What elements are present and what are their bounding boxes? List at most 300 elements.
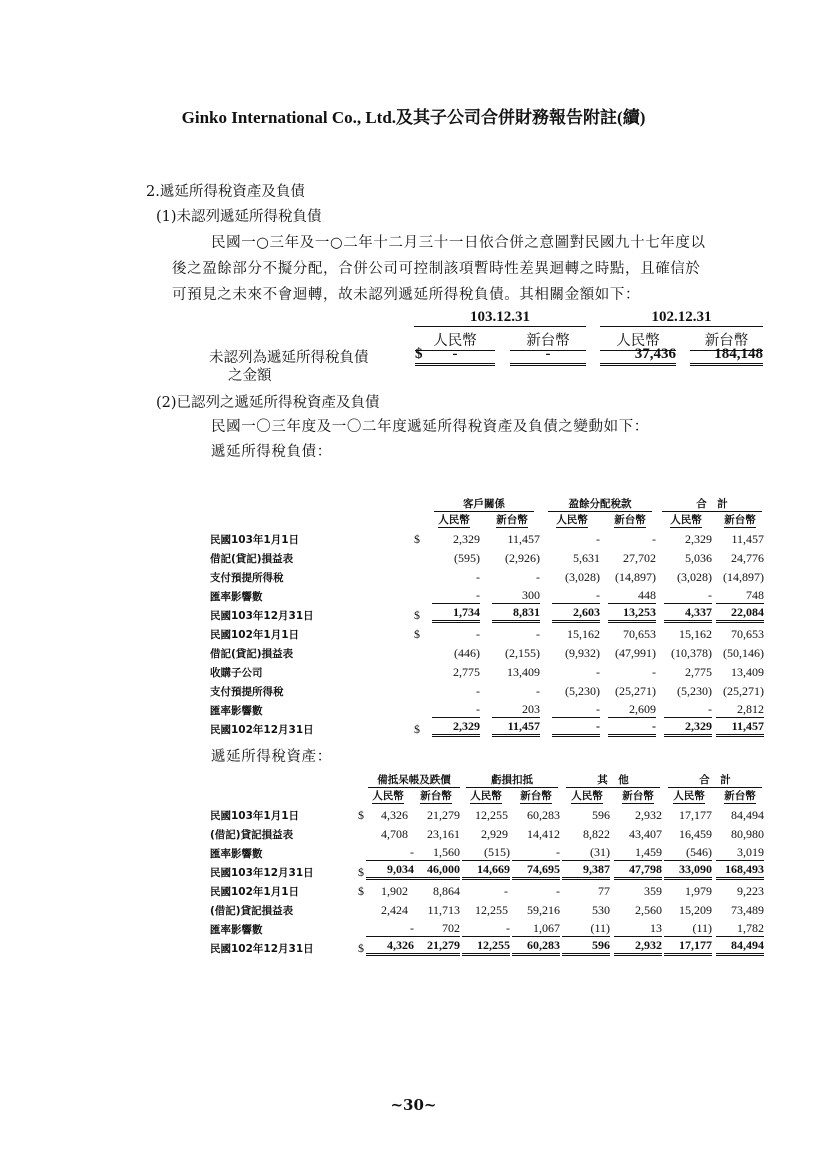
amount-cell	[664, 861, 714, 880]
table-row	[210, 623, 766, 642]
amount-value: 1,734	[432, 605, 480, 623]
table-row	[210, 899, 766, 918]
page-title: Ginko International Co., Ltd.及其子公司合併財務報告附註(續)	[181, 108, 646, 127]
amount-value: 13,409	[731, 665, 764, 679]
table-row	[210, 642, 766, 661]
amount-cell	[542, 661, 602, 680]
amount-cell	[664, 842, 714, 861]
amount-value: 16,459	[679, 827, 712, 841]
row-label: 民國102年1月1日	[210, 886, 300, 898]
amount-cell	[562, 937, 612, 956]
amount-cell	[366, 861, 414, 880]
amount-cell	[482, 699, 542, 718]
amount-value: 80,980	[731, 827, 764, 841]
table-row	[210, 566, 766, 585]
row-label: 民國102年12月31日	[210, 724, 314, 736]
amount-cell	[410, 937, 462, 956]
amount-value: 13,253	[608, 605, 656, 623]
amount-cell	[562, 842, 612, 861]
amount-cell	[714, 680, 766, 699]
amount-cell	[366, 823, 410, 842]
column-header: 人民幣	[372, 790, 404, 802]
amount-cell	[612, 918, 664, 937]
amount-value: 43,407	[629, 827, 662, 841]
row-label: 支付預提所得稅	[210, 572, 284, 584]
amount-cell	[542, 604, 602, 623]
amount-value: (11)	[664, 921, 712, 937]
amount-cell	[658, 680, 714, 699]
amount-cell	[714, 718, 766, 737]
amount-cell	[602, 680, 658, 699]
amount-cell	[714, 880, 766, 899]
dollar-sign: $	[414, 532, 420, 546]
group-header: 其 他	[566, 772, 660, 788]
amount-value: 448	[608, 588, 656, 604]
amount-value: (14,897)	[723, 570, 764, 584]
amount-cell	[366, 880, 410, 899]
amount-cell	[562, 918, 612, 937]
amount-cell	[462, 899, 510, 918]
amount-value: 24,776	[731, 551, 764, 565]
amount-cell	[410, 899, 462, 918]
amount-cell	[664, 937, 714, 956]
amount-value: (47,991)	[615, 646, 656, 660]
column-header: 人民幣	[470, 790, 502, 802]
date-header: 103.12.31	[414, 309, 586, 327]
amount-cell	[562, 861, 612, 880]
page-number: ~30~	[390, 1096, 437, 1114]
amount-cell	[714, 842, 766, 861]
amount-value: 5,036	[685, 551, 712, 565]
amount-cell	[510, 880, 562, 899]
row-label: 匯率影響數	[210, 848, 263, 860]
column-header: 人民幣	[556, 514, 588, 526]
amount-cell	[366, 937, 414, 956]
amount-cell	[658, 623, 714, 642]
amount-cell	[714, 661, 766, 680]
amount-cell	[562, 804, 612, 823]
amount-cell	[426, 718, 482, 737]
amount-cell	[658, 547, 714, 566]
column-header: 新台幣	[520, 790, 552, 802]
amount-cell	[542, 566, 602, 585]
amount-value: 1,902	[381, 884, 408, 898]
table-row	[210, 937, 766, 956]
amount-cell	[482, 528, 542, 547]
amount-value: -	[366, 845, 414, 861]
amount-cell: -	[415, 346, 495, 366]
amount-value: 203	[492, 702, 540, 718]
amount-cell	[602, 718, 658, 737]
section-heading: 2.遞延所得稅資產及負債	[146, 184, 305, 200]
amount-cell	[426, 604, 482, 623]
amount-cell: 37,436	[600, 346, 676, 366]
amount-cell	[426, 528, 482, 547]
amount-cell	[482, 642, 542, 661]
amount-cell	[482, 604, 542, 623]
amount-value: -	[552, 702, 600, 718]
amount-value: 2,932	[635, 808, 662, 822]
amount-cell	[562, 880, 612, 899]
amount-cell	[510, 861, 562, 880]
paragraph-line: 民國一○三年及一○二年十二月三十一日依合併之意圖對民國九十七年度以	[211, 235, 706, 251]
asset-table	[210, 772, 766, 956]
amount-cell	[714, 823, 766, 842]
amount-cell	[714, 937, 766, 956]
amount-value: -	[504, 884, 508, 898]
amount-value: -	[432, 588, 480, 604]
dollar-sign: $	[358, 941, 364, 955]
amount-value: (446)	[454, 646, 480, 660]
dollar-sign	[412, 547, 426, 566]
amount-cell	[602, 699, 658, 718]
amount-cell	[426, 566, 482, 585]
amount-value: -	[512, 845, 560, 861]
amount-value: -	[552, 588, 600, 604]
row-label: 民國103年12月31日	[210, 610, 314, 622]
amount-cell	[612, 842, 664, 861]
amount-value: 4,326	[366, 938, 414, 956]
column-header: 新台幣	[614, 514, 646, 526]
amount-value: 702	[412, 921, 460, 937]
amount-cell	[510, 823, 562, 842]
table-row	[210, 547, 766, 566]
amount-cell	[542, 585, 602, 604]
amount-value: 9,387	[562, 862, 610, 880]
amount-cell	[366, 918, 414, 937]
amount-value: 47,798	[614, 862, 662, 880]
amount-value: (595)	[454, 551, 480, 565]
amount-cell	[462, 804, 510, 823]
row-label: 民國102年1月1日	[210, 629, 300, 641]
amount-cell	[602, 604, 658, 623]
amount-value: 2,775	[685, 665, 712, 679]
amount-cell	[714, 699, 766, 718]
amount-cell	[714, 899, 766, 918]
amount-value: 11,457	[731, 532, 764, 546]
amount-value: 4,337	[664, 605, 712, 623]
amount-value: 2,329	[453, 532, 480, 546]
amount-value: -	[476, 627, 480, 641]
amount-value: 11,713	[427, 903, 460, 917]
amount-value: 15,209	[679, 903, 712, 917]
amount-cell	[542, 528, 602, 547]
amount-cell	[426, 680, 482, 699]
amount-cell	[542, 642, 602, 661]
row-label: (借記)貸記損益表	[210, 829, 294, 841]
amount-cell	[410, 861, 462, 880]
amount-value: 17,177	[664, 938, 712, 956]
amount-value: (515)	[462, 845, 510, 861]
amount-cell	[462, 918, 510, 937]
column-header: 人民幣	[571, 790, 603, 802]
amount-cell: 184,148	[690, 346, 763, 366]
row-label: 民國103年1月1日	[210, 810, 300, 822]
amount-value: 359	[644, 884, 662, 898]
row-label: 之金額	[228, 368, 272, 384]
row-label: 支付預提所得稅	[210, 686, 284, 698]
dollar-sign: $	[414, 722, 420, 736]
table-row	[210, 918, 766, 937]
dollar-sign: $	[414, 608, 420, 622]
amount-value: -	[462, 921, 510, 937]
amount-value: 300	[492, 588, 540, 604]
amount-cell	[426, 661, 482, 680]
amount-value: -	[536, 570, 540, 584]
amount-cell	[482, 566, 542, 585]
amount-value: 84,494	[716, 938, 764, 956]
amount-cell	[410, 880, 462, 899]
row-label: 借記(貸記)損益表	[210, 648, 294, 660]
table-heading: 遞延所得稅負債：	[211, 444, 332, 460]
amount-value: (5,230)	[677, 684, 712, 698]
column-header: 人民幣	[670, 514, 702, 526]
amount-value: 13	[614, 921, 662, 937]
dollar-sign: $	[415, 346, 423, 362]
liability-table	[210, 496, 766, 737]
table-row	[210, 880, 766, 899]
amount-cell	[612, 937, 664, 956]
amount-cell	[542, 623, 602, 642]
table-row	[210, 699, 766, 718]
amount-value: 13,409	[507, 665, 540, 679]
dollar-sign: $	[358, 865, 364, 879]
amount-value: (3,028)	[677, 570, 712, 584]
group-header: 盈餘分配稅款	[548, 496, 652, 512]
amount-value: 2,329	[685, 532, 712, 546]
table-row	[210, 585, 766, 604]
group-header: 客戶關係	[434, 496, 534, 512]
amount-cell	[462, 861, 510, 880]
amount-value: (3,028)	[565, 570, 600, 584]
column-header: 新台幣	[496, 514, 528, 526]
amount-cell	[714, 642, 766, 661]
amount-value: (14,897)	[615, 570, 656, 584]
amount-cell	[510, 804, 562, 823]
table-row	[210, 604, 766, 623]
amount-value: -	[556, 884, 560, 898]
amount-cell	[602, 566, 658, 585]
dollar-sign	[412, 699, 426, 718]
amount-value: (546)	[664, 845, 712, 861]
amount-cell	[482, 547, 542, 566]
amount-cell	[510, 918, 562, 937]
amount-value: 77	[598, 884, 610, 898]
amount-cell	[612, 880, 664, 899]
dollar-sign	[356, 842, 366, 861]
column-header: 人民幣	[415, 329, 495, 351]
amount-value: 8,831	[492, 605, 540, 623]
amount-cell	[664, 918, 714, 937]
column-header: 新台幣	[622, 790, 654, 802]
amount-cell	[658, 566, 714, 585]
amount-value: 2,775	[453, 665, 480, 679]
amount-cell	[658, 528, 714, 547]
amount-cell	[602, 528, 658, 547]
amount-value: 9,034	[366, 862, 414, 880]
amount-cell	[462, 842, 510, 861]
column-header: 人民幣	[600, 329, 676, 351]
dollar-sign	[412, 680, 426, 699]
row-label: 民國103年1月1日	[210, 534, 300, 546]
dollar-sign	[356, 918, 366, 937]
amount-cell	[510, 937, 562, 956]
amount-value: 15,162	[567, 627, 600, 641]
amount-cell	[410, 918, 462, 937]
amount-value: -	[652, 665, 656, 679]
amount-cell	[714, 604, 766, 623]
amount-value: 748	[716, 588, 764, 604]
amount-cell	[562, 899, 612, 918]
row-label: 民國103年12月31日	[210, 867, 314, 879]
amount-value: -	[366, 921, 414, 937]
dollar-sign	[356, 823, 366, 842]
dollar-sign	[412, 661, 426, 680]
row-label: (借記)貸記損益表	[210, 905, 294, 917]
table-heading: 遞延所得稅資產：	[211, 749, 332, 765]
row-label: 民國102年12月31日	[210, 943, 314, 955]
table-row	[210, 718, 766, 737]
amount-value: 11,457	[492, 719, 540, 737]
column-header: 新台幣	[690, 329, 763, 351]
amount-cell	[426, 547, 482, 566]
amount-value: 2,560	[635, 903, 662, 917]
amount-cell	[410, 823, 462, 842]
amount-value: 596	[562, 938, 610, 956]
amount-value: 33,090	[664, 862, 712, 880]
amount-cell	[462, 823, 510, 842]
amount-cell	[714, 861, 766, 880]
amount-cell	[714, 804, 766, 823]
column-header: 新台幣	[724, 790, 756, 802]
dollar-sign: $	[358, 884, 364, 898]
amount-value: -	[596, 532, 600, 546]
amount-cell	[366, 842, 414, 861]
column-header: 新台幣	[724, 514, 756, 526]
amount-value: (25,271)	[615, 684, 656, 698]
amount-cell	[366, 804, 410, 823]
row-label: 匯率影響數	[210, 591, 263, 603]
amount-cell	[658, 699, 714, 718]
amount-value: 2,329	[664, 719, 712, 737]
amount-cell	[410, 804, 462, 823]
amount-value: -	[476, 684, 480, 698]
amount-cell	[714, 566, 766, 585]
amount-value: 2,609	[608, 702, 656, 718]
amount-value: (9,932)	[565, 646, 600, 660]
row-label: 未認列為遞延所得稅負債	[209, 350, 369, 366]
amount-cell	[482, 680, 542, 699]
amount-cell	[602, 585, 658, 604]
amount-cell	[658, 661, 714, 680]
group-header: 合 計	[662, 496, 762, 512]
group-header: 備抵呆帳及跌價	[368, 772, 460, 788]
amount-value: 74,695	[512, 862, 560, 880]
amount-value: 8,864	[433, 884, 460, 898]
amount-cell	[542, 718, 602, 737]
dollar-sign	[412, 642, 426, 661]
paragraph-line: 後之盈餘部分不擬分配，合併公司可控制該項暫時性差異迴轉之時點，且確信於	[172, 261, 701, 277]
amount-value: (50,146)	[723, 646, 764, 660]
amount-cell	[482, 718, 542, 737]
amount-cell	[714, 918, 766, 937]
amount-value: -	[552, 719, 600, 737]
amount-value: 1,459	[614, 845, 662, 861]
amount-value: -	[608, 719, 656, 737]
amount-cell	[664, 899, 714, 918]
row-label: 匯率影響數	[210, 924, 263, 936]
amount-value: 14,412	[527, 827, 560, 841]
amount-cell	[510, 899, 562, 918]
amount-cell	[542, 547, 602, 566]
amount-cell	[562, 823, 612, 842]
amount-cell	[542, 680, 602, 699]
table-row	[210, 528, 766, 547]
row-label: 借記(貸記)損益表	[210, 553, 294, 565]
amount-value: 11,457	[716, 719, 764, 737]
amount-value: 73,489	[731, 903, 764, 917]
amount-value: -	[596, 665, 600, 679]
row-label: 收購子公司	[210, 667, 263, 679]
dollar-sign	[356, 899, 366, 918]
amount-value: 12,255	[475, 903, 508, 917]
amount-cell	[542, 699, 602, 718]
amount-value: -	[664, 588, 712, 604]
amount-value: -	[432, 702, 480, 718]
amount-cell	[482, 623, 542, 642]
amount-value: (25,271)	[723, 684, 764, 698]
amount-cell	[714, 528, 766, 547]
amount-value: 4,708	[381, 827, 408, 841]
amount-value: 15,162	[679, 627, 712, 641]
amount-value: 59,216	[527, 903, 560, 917]
amount-value: 1,560	[412, 845, 460, 861]
amount-value: 2,812	[716, 702, 764, 718]
subsection-heading: (1)未認列遞延所得稅負債	[156, 209, 322, 225]
amount-value: 3,019	[716, 845, 764, 861]
column-header: 人民幣	[673, 790, 705, 802]
amount-cell	[426, 699, 482, 718]
amount-cell	[602, 547, 658, 566]
amount-value: (2,926)	[505, 551, 540, 565]
amount-cell	[462, 880, 510, 899]
amount-cell	[482, 585, 542, 604]
table-row	[210, 842, 766, 861]
amount-value: (31)	[562, 845, 610, 861]
amount-cell	[664, 880, 714, 899]
amount-value: (2,155)	[505, 646, 540, 660]
amount-cell	[612, 804, 664, 823]
amount-cell: -	[510, 346, 586, 366]
amount-value: 168,493	[716, 862, 764, 880]
amount-value: 530	[592, 903, 610, 917]
amount-value: 17,177	[679, 808, 712, 822]
amount-cell	[714, 585, 766, 604]
amount-value: 23,161	[427, 827, 460, 841]
table-row	[210, 861, 766, 880]
amount-value: -	[652, 532, 656, 546]
amount-value: 2,329	[432, 719, 480, 737]
column-header: 新台幣	[420, 790, 452, 802]
amount-cell	[714, 547, 766, 566]
row-label: 匯率影響數	[210, 705, 263, 717]
group-header: 合 計	[668, 772, 762, 788]
dollar-sign: $	[358, 808, 364, 822]
amount-value: 12,255	[462, 938, 510, 956]
column-header: 新台幣	[510, 329, 586, 351]
amount-value: 14,669	[462, 862, 510, 880]
paragraph-line: 民國一〇三年度及一〇二年度遞延所得稅資產及負債之變動如下：	[211, 419, 649, 435]
